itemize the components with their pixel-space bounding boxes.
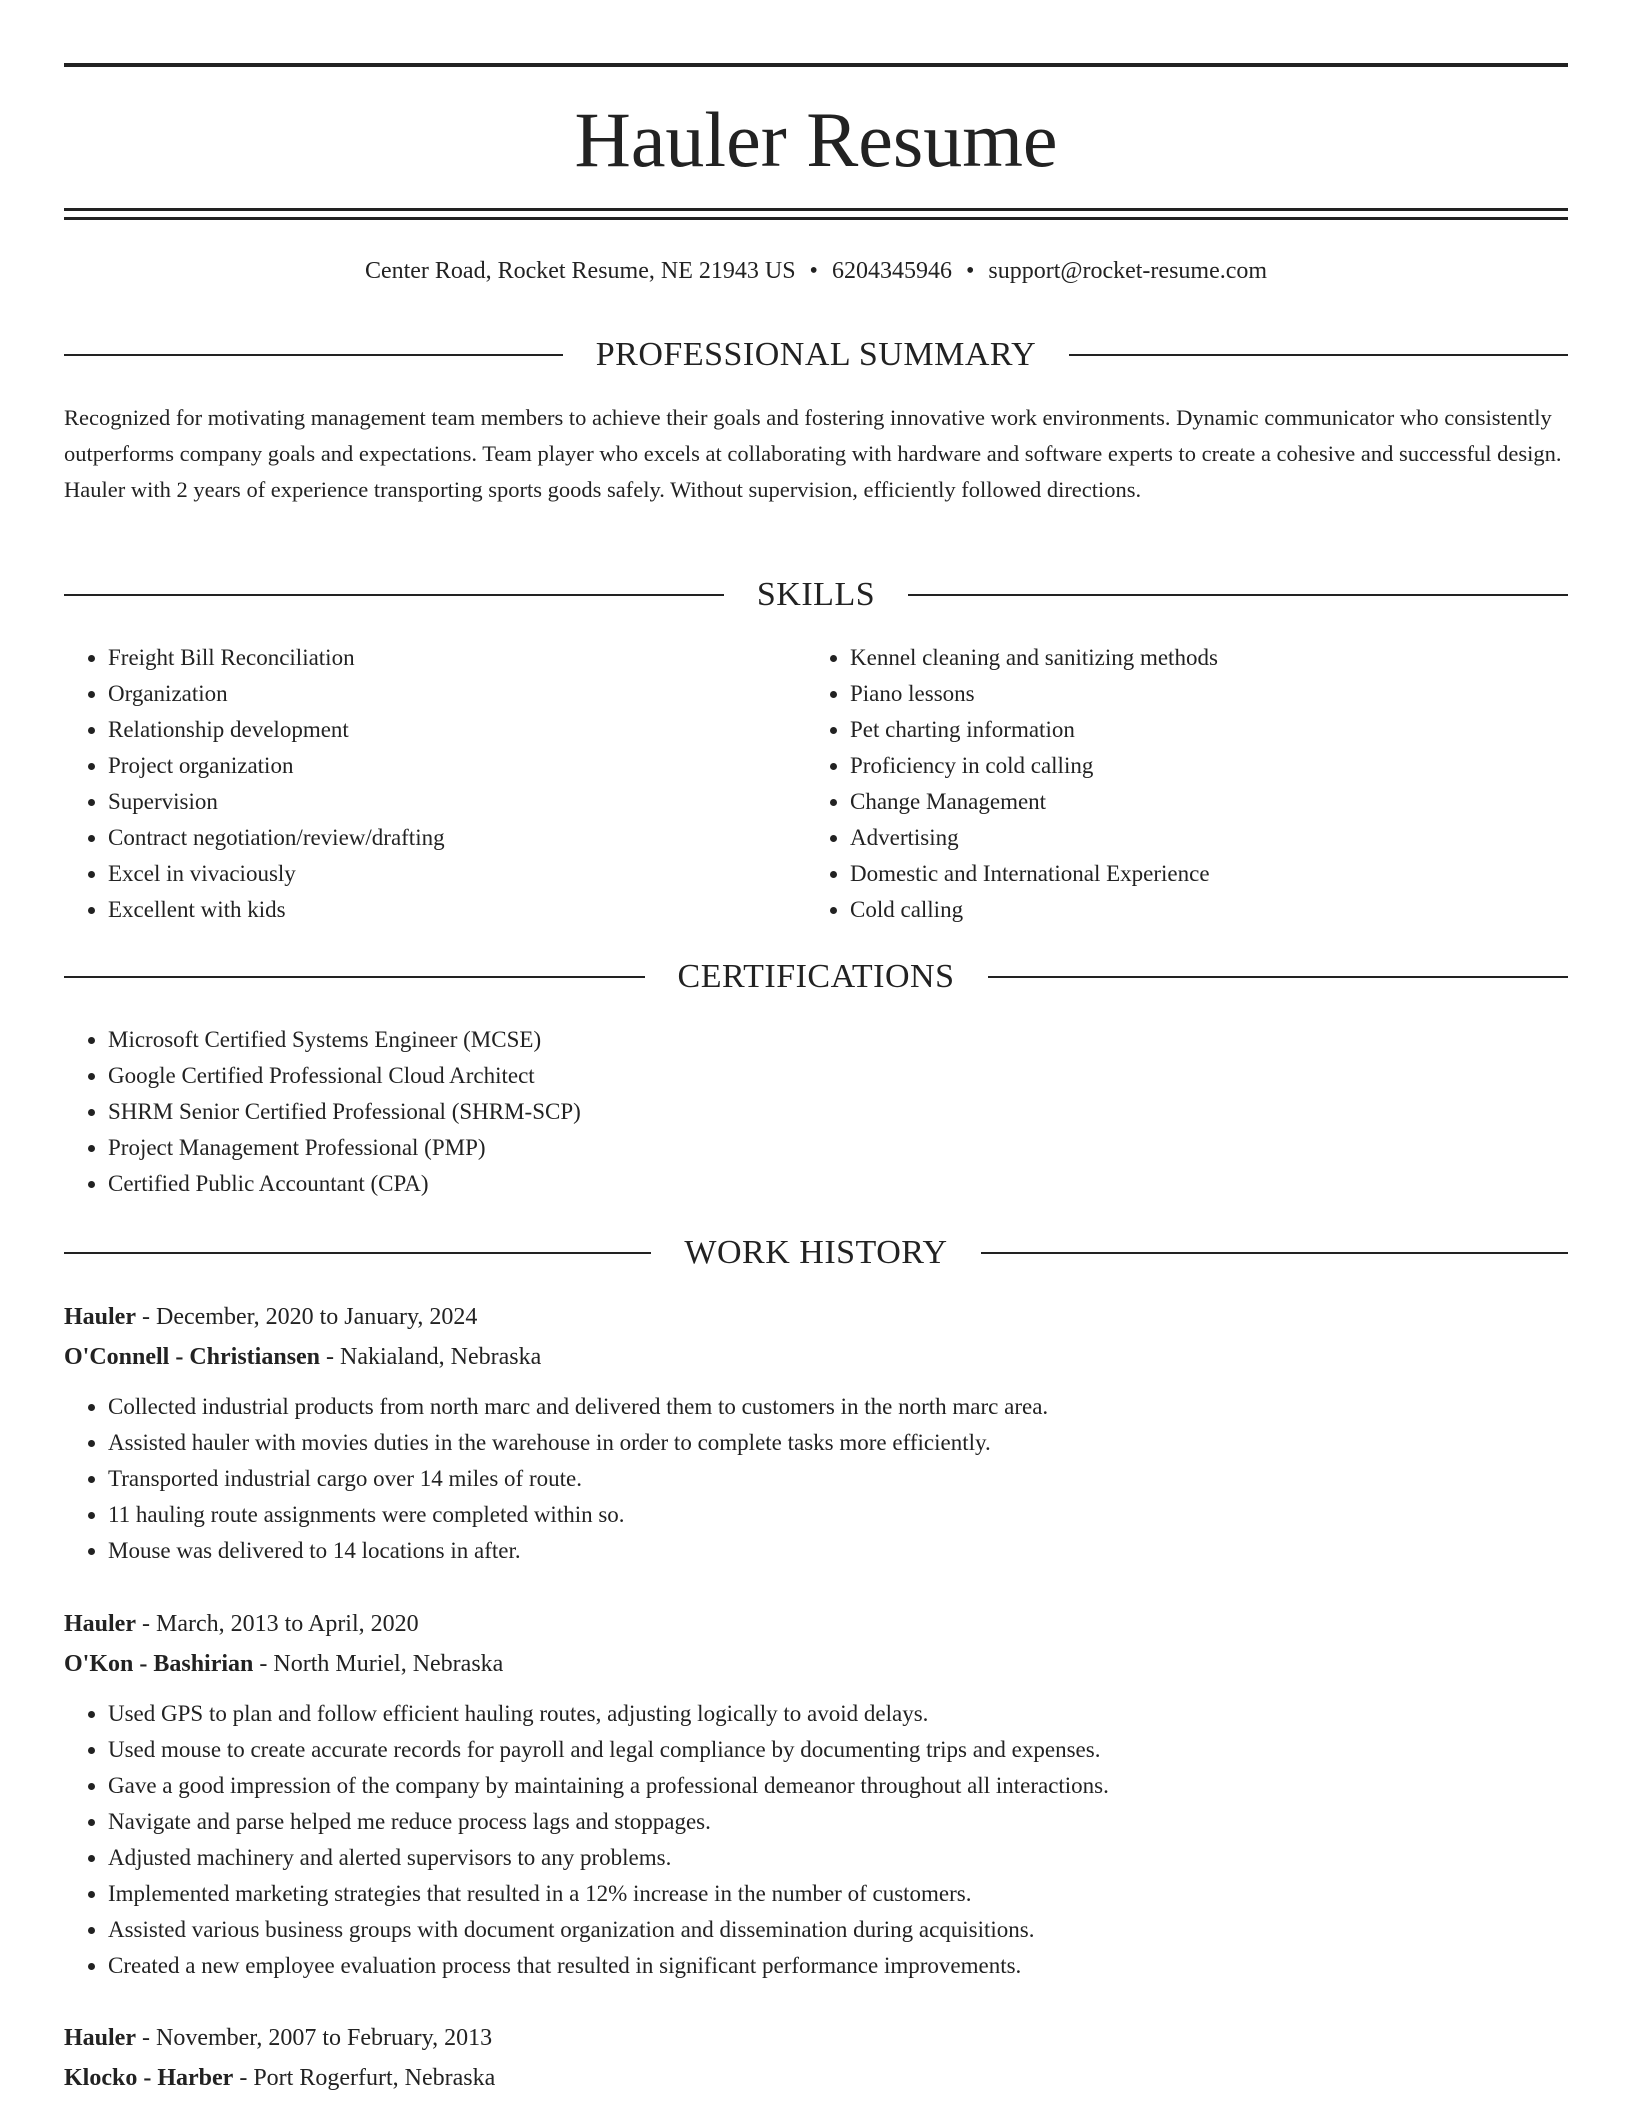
resume-title: Hauler Resume: [574, 96, 1058, 183]
skills-heading: [64, 575, 1568, 615]
skill-item: • Organization: [108, 676, 806, 712]
job-title: Hauler: [64, 2025, 136, 2051]
job-bullet: • Used GPS to plan and follow efficient hauling routes, adjusting logically to avoid delays.: [108, 1696, 1568, 1732]
skill-item: • Supervision: [108, 784, 806, 820]
certification-item: • Project Management Professional (PMP): [108, 1130, 1568, 1166]
section-title: SKILLS: [756, 576, 876, 613]
job-company-line: [64, 2058, 1568, 2098]
job-bullet: • Navigate and parse helped me reduce process lags and stoppages.: [108, 1804, 1568, 1840]
summary-text: Recognized for motivating management team members to achieve their goals and fostering innovative work environments. Dynamic communicator who consistently outperforms company goals and expectations. Team player who excels at collaborating with hardware and software experts to create a cohesive and successful design. Hauler with 2 years of experience transporting sports goods safely. Without supervision, efficiently followed directions.: [64, 405, 1562, 502]
job-title-line: [64, 1297, 1568, 1337]
certifications-heading: [64, 957, 1568, 997]
skill-item: • Kennel cleaning and sanitizing methods: [850, 640, 1548, 676]
contact-email: support@rocket-resume.com: [988, 258, 1268, 284]
heading-rule: [64, 354, 563, 356]
contact-separator: •: [809, 258, 818, 284]
section-title: PROFESSIONAL SUMMARY: [595, 336, 1037, 373]
skills-right-list: [806, 640, 1548, 928]
skill-item: • Cold calling: [850, 892, 1548, 928]
job-bullet: • Implemented marketing strategies that resulted in a 12% increase in the number of customers.: [108, 1876, 1568, 1912]
section-title: WORK HISTORY: [684, 1234, 948, 1271]
skill-item: • Excel in vivaciously: [108, 856, 806, 892]
skills-right-column: [806, 640, 1548, 928]
skills-left-list: [64, 640, 806, 928]
job-bullets: [64, 1696, 1568, 1984]
job-bullet: • Created a new employee evaluation process that resulted in significant performance improvements.: [108, 1948, 1568, 1984]
certification-item: • Google Certified Professional Cloud Architect: [108, 1058, 1568, 1094]
section-title: CERTIFICATIONS: [677, 958, 955, 995]
job-dash: -: [233, 2065, 254, 2091]
skill-item: • Excellent with kids: [108, 892, 806, 928]
heading-rule: [988, 976, 1569, 978]
certifications-list: [64, 1022, 1568, 1202]
contact-phone: 6204345946: [831, 258, 952, 284]
job-title-line: [64, 2018, 1568, 2058]
skill-item: • Pet charting information: [850, 712, 1548, 748]
skill-item: • Advertising: [850, 820, 1548, 856]
heading-rule: [981, 1252, 1568, 1254]
contact-address: Center Road, Rocket Resume, NE 21943 US: [364, 258, 796, 284]
job-dash: -: [253, 1651, 274, 1677]
job-title-line: [64, 1604, 1568, 1644]
title-double-rule: [64, 208, 1568, 220]
job-company-line: [64, 1337, 1568, 1377]
heading-rule: [64, 976, 645, 978]
heading-rule: [64, 1252, 651, 1254]
job-entry: [64, 1604, 1568, 1984]
job-bullet: • Mouse was delivered to 14 locations in after.: [108, 1533, 1568, 1569]
skill-item: • Proficiency in cold calling: [850, 748, 1548, 784]
job-bullet: • Adjusted machinery and alerted supervisors to any problems.: [108, 1840, 1568, 1876]
skills-columns: [64, 640, 1568, 928]
job-dash: -: [136, 1304, 156, 1330]
job-company-line: [64, 1644, 1568, 1684]
heading-rule: [908, 594, 1568, 596]
job-bullet: • Gave a good impression of the company by maintaining a professional demeanor throughout all interactions.: [108, 1768, 1568, 1804]
heading-rule: [64, 594, 724, 596]
job-location: North Muriel, Nebraska: [273, 1651, 504, 1677]
skill-item: • Piano lessons: [850, 676, 1548, 712]
job-location: Nakialand, Nebraska: [340, 1344, 542, 1370]
skills-left-column: [64, 640, 806, 928]
certification-item: • Microsoft Certified Systems Engineer (MCSE): [108, 1022, 1568, 1058]
job-dates: March, 2013 to April, 2020: [156, 1611, 419, 1637]
skill-item: • Contract negotiation/review/drafting: [108, 820, 806, 856]
job-bullet: • Assisted various business groups with document organization and dissemination during acquisitions.: [108, 1912, 1568, 1948]
job-location: Port Rogerfurt, Nebraska: [253, 2065, 496, 2091]
job-dash: -: [136, 2025, 156, 2051]
job-company: Klocko - Harber: [64, 2065, 234, 2091]
heading-rule: [1069, 354, 1568, 356]
certification-item: • Certified Public Accountant (CPA): [108, 1166, 1568, 1202]
job-bullet: • Collected industrial products from north marc and delivered them to customers in the north marc area.: [108, 1389, 1568, 1425]
summary-heading: [64, 335, 1568, 375]
contact-separator: •: [965, 258, 975, 284]
job-dates: November, 2007 to February, 2013: [156, 2025, 493, 2051]
job-bullet: • Assisted hauler with movies duties in the warehouse in order to complete tasks more efficiently.: [108, 1425, 1568, 1461]
skill-item: • Freight Bill Reconciliation: [108, 640, 806, 676]
job-company: O'Connell - Christiansen: [64, 1344, 321, 1370]
job-dash: -: [136, 1611, 156, 1637]
job-bullet: • 11 hauling route assignments were completed within so.: [108, 1497, 1568, 1533]
job-bullet: • Transported industrial cargo over 14 miles of route.: [108, 1461, 1568, 1497]
job-title: Hauler: [64, 1611, 136, 1637]
job-company: O'Kon - Bashirian: [64, 1651, 254, 1677]
certifications-block: [64, 1022, 1568, 1202]
skill-item: • Relationship development: [108, 712, 806, 748]
job-bullets: [64, 1389, 1568, 1569]
job-dash: -: [320, 1344, 341, 1370]
top-rule: [64, 63, 1568, 67]
job-entry: [64, 2018, 1568, 2098]
job-entry: [64, 1297, 1568, 1569]
skill-item: • Change Management: [850, 784, 1548, 820]
contact-line: [64, 253, 1568, 289]
job-dates: December, 2020 to January, 2024: [156, 1304, 478, 1330]
certification-item: • SHRM Senior Certified Professional (SHRM-SCP): [108, 1094, 1568, 1130]
skill-item: • Project organization: [108, 748, 806, 784]
skill-item: • Domestic and International Experience: [850, 856, 1548, 892]
job-title: Hauler: [64, 1304, 136, 1330]
work-history-heading: [64, 1233, 1568, 1273]
job-bullet: • Used mouse to create accurate records for payroll and legal compliance by documenting trips and expenses.: [108, 1732, 1568, 1768]
